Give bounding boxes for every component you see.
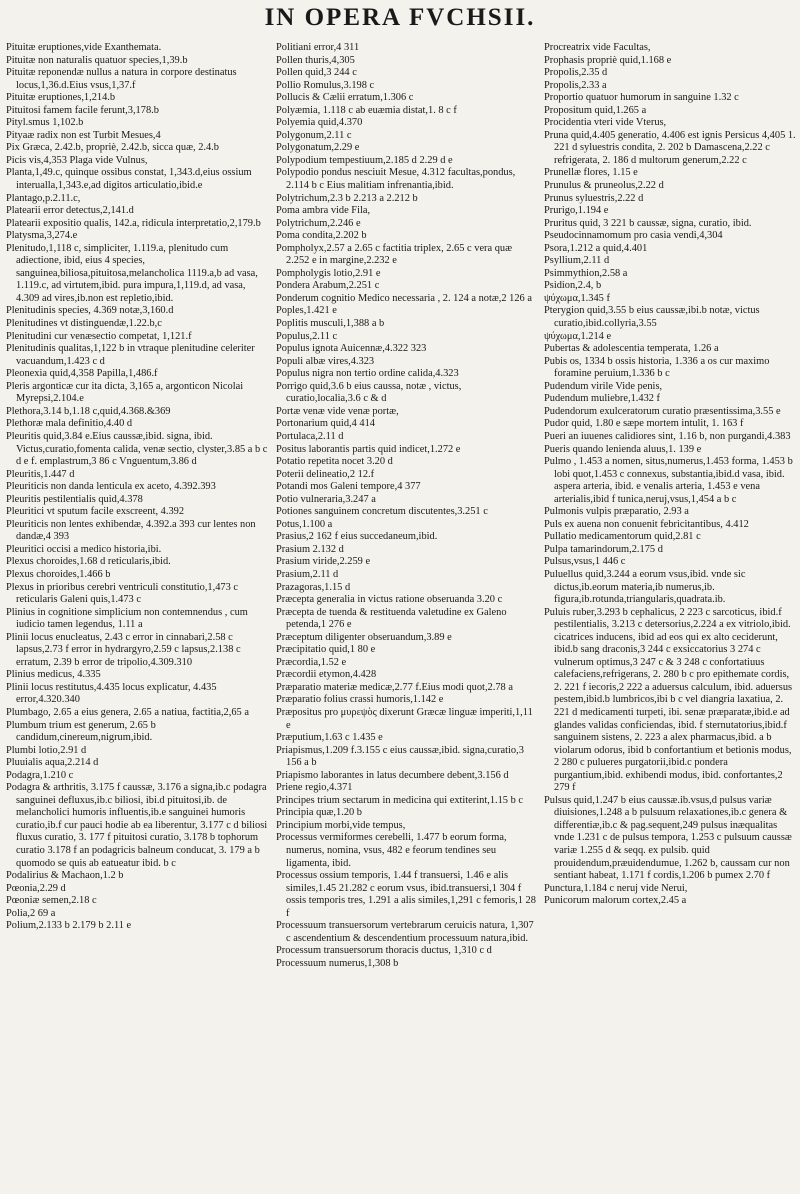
index-entry: Pituitæ eruptiones,vide Exanthemata. — [6, 42, 162, 53]
index-entry: Potiones sanguinem concretum discutentes,3.251 c — [276, 506, 488, 518]
index-entry: Planta,1,49.c, quinque ossibus constat, 1,343.d,eius ossium interualla,1,343.e,ad digitos articulatio,ibid.e — [6, 167, 252, 192]
index-entry: Portæ venæ vide venæ portæ, — [276, 405, 399, 417]
index-entry: Pulsus quid,1.247 b eius caussæ.ib.vsus,d pulsus variæ diuisiones,1.248 a b pulsuum relaxationes,ib.c genera & differentiæ,ib.c & pag.sequent,249 pulsus inæqualitas vnde 1.231 c de pulsus tempora, 1.253 c pulsuum caussæ variæ 1.255 d & seqq. ex pulsib. quid prouidendum,præuidendumue, 1.262 b, caussam cur non sentiant habeat, 1.171 f cordis,1.206 b pumex 2.70 f — [544, 794, 792, 882]
index-entry: Plantago,p.2.11.c, — [6, 192, 81, 204]
index-entry: Pruritus quid, 3 221 b caussæ, signa, curatio, ibid. — [544, 217, 752, 229]
index-entry: Plenitudo,1,118 c, simpliciter, 1.119.a, plenitudo cum adiectione, ibid, eius 4 species, sanguinea,biliosa,pituitosa,melancholica 1119.a,b ad vasa, 1.119.c, ad virtutem,ibid. pura impura,1,119.d, ad vasa, 4.309 ad vires,ib.non est repletio,ibid. — [6, 242, 258, 304]
index-entry: Polium,2.133 b 2.179 b 2.11 e — [6, 920, 132, 932]
index-entry: Psidion,2.4, b — [544, 280, 602, 292]
index-entry: Platearii expositio qualis, 142.a, ridicula interpretatio,2,179.b — [6, 217, 261, 229]
index-entry: Prurigo,1.194 e — [544, 205, 609, 217]
index-entry: Præputium,1.63 c 1.435 e — [276, 732, 383, 744]
index-entry: Pityaæ radix non est Turbit Mesues,4 — [6, 129, 161, 141]
index-entry: Proportio quatuor humorum in sanguine 1.32 c — [544, 92, 739, 104]
index-entry: Prunulus & pruneolus,2.22 d — [544, 180, 664, 192]
index-entry: Priapismus,1.209 f.3.155 c eius caussæ,ibid. signa,curatio,3 156 a b — [276, 744, 524, 769]
index-entry: Præcordia,1.52 e — [276, 656, 347, 668]
index-entry: Principium morbi,vide tempus, — [276, 819, 406, 831]
index-entry: Pleuritici occisi a medico historia,ibi. — [6, 543, 162, 555]
index-entry: Populus nigra non tertio ordine calida,4.323 — [276, 368, 459, 380]
index-entry: Propolis,2.33 a — [544, 79, 607, 91]
index-entry: Potio vulneraria,3.247 a — [276, 493, 376, 505]
index-entry: Præparatio folius crassi humoris,1.142 e — [276, 694, 444, 706]
index-entry: Pituitæ reponendæ nullus a natura in corpore destinatus locus,1,36.d.Eius vsus,1,37.f — [6, 67, 237, 91]
index-entry: Processuum numerus,1,308 b — [276, 957, 399, 969]
index-entry: Pollen thuris,4,305 — [276, 54, 355, 66]
index-entry: Plumbago, 2.65 a eius genera, 2.65 a natiua, factitia,2,65 a — [6, 706, 249, 718]
index-entry: Plenitudinis qualitas,1,122 b in vtraque plenitudine celeriter vacuandum,1.423 c d — [6, 343, 255, 367]
index-entry: Prasium,2.11 d — [276, 568, 339, 580]
index-entry: Picis vis,4,353 Plaga vide Vulnus, — [6, 154, 148, 166]
index-entry: Pueris quando lenienda aluus,1. 139 e — [544, 443, 702, 455]
page-header: IN OPERA FVCHSII. — [264, 4, 536, 31]
index-entry: Prophasis propriè quid,1.168 e — [544, 54, 672, 66]
index-entry: Priene regio,4.371 — [276, 782, 353, 794]
index-entry: Polyemia quid,4.370 — [276, 117, 363, 129]
index-entry: Pompholyx,2.57 a 2.65 c factitia triplex, 2.65 c vera quæ 2.252 e in margine,2.232 e — [276, 242, 513, 267]
index-entry: Psyllium,2.11 d — [544, 255, 610, 267]
index-column-1 — [6, 42, 268, 933]
index-entry: Polygonatum,2.29 e — [276, 142, 360, 154]
index-entry: Polyæmia, 1.118 c ab euæmia distat,1. 8 c f — [276, 104, 457, 116]
index-entry: Pluuialis aqua,2.214 d — [6, 757, 99, 769]
index-entry: Polygonum,2.11 c — [276, 129, 352, 141]
index-entry: Pollen quid,3 244 c — [276, 67, 357, 79]
index-entry: Plinii locus enucleatus, 2.43 c error in cinnabari,2.58 c lapsus,2.73 f error in hydrargyro,2.59 c lapsus,2.138 c erratum, 2.39 b error de tripolio,4.309.310 — [6, 631, 241, 668]
index-entry: Populus,2.11 c — [276, 330, 338, 342]
index-entry: Podalirius & Machaon,1.2 b — [6, 870, 124, 882]
index-entry: Pleuritis pestilentialis quid,4.378 — [6, 493, 143, 505]
index-entry: Pituitæ non naturalis quatuor species,1,39.b — [6, 54, 188, 66]
index-entry: Pleris argonticæ cur ita dicta, 3,165 a, argonticon Nicolai Myrepsi,2.104.e — [6, 380, 244, 405]
index-entry: Poma ambra vide Fila, — [276, 205, 371, 217]
index-entry: Prunus syluestris,2.22 d — [544, 192, 644, 204]
index-entry: Punicorum malorum cortex,2.45 a — [544, 895, 687, 907]
index-entry: Prunellæ flores, 1.15 e — [544, 167, 638, 179]
index-entry: Prazagoras,1.15 d — [276, 581, 351, 593]
index-entry: Plethoræ mala definitio,4.40 d — [6, 418, 133, 430]
index-entry: Propolis,2.35 d — [544, 67, 608, 79]
index-entry: Poplitis musculi,1,388 a b — [276, 318, 385, 330]
index-column-3 — [544, 42, 798, 908]
index-entry: Pleuriticis non lentes exhibendæ, 4.392.a 393 cur lentes non dandæ,4 393 — [6, 518, 256, 543]
index-entry: Pulmo , 1.453 a nomen, situs,numerus,1.453 forma, 1.453 b lobi quot,1.453 c connexus, substantia,ibid.d vasa, ibid. aspera arteria, ibid. e venalis arteria, 1.453 e vena arterialis,ibid f tunica,neruj,vsus,1,454 a b c — [544, 456, 793, 505]
index-entry: Pulmonis vulpis præparatio, 2.93 a — [544, 506, 689, 518]
index-entry: Pseudocinnamomum pro casia vendi,4,304 — [544, 230, 723, 242]
index-entry: Principia quæ,1.20 b — [276, 807, 363, 819]
index-entry: Pudendorum exulceratorum curatio præsentissima,3.55 e — [544, 405, 781, 417]
index-entry: Polypodio pondus nesciuit Mesue, 4.312 facultas,pondus, 2.114 b c Eius malitiam infrenantia,ibid. — [276, 167, 516, 192]
index-entry: Pœoniæ semen,2.18 c — [6, 895, 97, 907]
index-entry: Poples,1.421 e — [276, 305, 337, 317]
index-entry: Potus,1.100 a — [276, 518, 333, 530]
index-entry: Plinii locus restitutus,4.435 locus explicatur, 4.435 error,4.320.340 — [6, 681, 217, 706]
index-entry: Pompholygis lotio,2.91 e — [276, 267, 381, 279]
index-entry: Pulpa tamarindorum,2.175 d — [544, 543, 663, 555]
index-entry: Pix Græca, 2.42.b, propriè, 2.42.b, sicca quæ, 2.4.b — [6, 142, 219, 154]
index-entry: Plenitudini cur venæsectio competat, 1,121.f — [6, 330, 192, 342]
index-entry: Polypodium tempestiuum,2.185 d 2.29 d e — [276, 154, 453, 166]
index-entry: Platysma,3,274.e — [6, 230, 78, 242]
index-entry: Plexus choroides,1.68 d reticularis,ibid. — [6, 556, 171, 568]
index-entry: Polytrichum,2.246 e — [276, 217, 361, 229]
index-entry: Pleonexia quid,4,358 Papilla,1,486.f — [6, 368, 158, 380]
index-entry: Processus ossium temporis, 1.44 f transuersi, 1.46 e alis similes,1.45 21.282 c eorum vsus, ibid.transuersi,1 304 f ossis temporis tres, 1.291 a alis similes,1,291 c femoris,1 28 f — [276, 870, 536, 919]
index-entry: Populi albæ vires,4.323 — [276, 355, 375, 367]
index-entry: Plumbi lotio,2.91 d — [6, 744, 87, 756]
index-entry: Præcepta generalia in victus ratione obseruanda 3.20 c — [276, 594, 503, 606]
index-entry: Pleuritis,1.447 d — [6, 468, 75, 480]
index-entry: Politiani error,4 311 — [276, 42, 360, 53]
index-entry: Plethora,3.14 b,1.18 c,quid,4.368.&369 — [6, 405, 171, 417]
index-entry: Polia,2 69 a — [6, 907, 56, 919]
index-entry: Plumbum trium est generum, 2.65 b candidum,cinereum,nigrum,ibid. — [6, 719, 156, 744]
index-entry: Præcepta de tuenda & restituenda valetudine ex Galeno petenda,1 276 e — [276, 606, 507, 631]
index-entry: Potatio repetita nocet 3.20 d — [276, 456, 393, 468]
index-entry: Pityl.smus 1,102.b — [6, 117, 84, 129]
index-entry: Pleuritis quid,3.84 e.Eius caussæ,ibid. signa, ibid. Victus,curatio,fomenta calida, venæ sectio, clyster,3.85 a b c d e f. emplastrum,3 86 c Vnguentum,3.86 d — [6, 430, 268, 468]
index-entry: Præceptum diligenter obseruandum,3.89 e — [276, 631, 452, 643]
index-entry: Ponderum cognitio Medico necessaria , 2. 124 a notæ,2 126 a — [276, 292, 532, 304]
index-entry: Pituitæ eruptiones,1,214.b — [6, 92, 116, 104]
index-entry: Punctura,1.184 c neruj vide Nerui, — [544, 882, 688, 894]
index-entry: Portonarium quid,4 414 — [276, 418, 375, 430]
index-entry: Puluellus quid,3.244 a eorum vsus,ibid. vnde sic dictus,ib.eorum materia,ib numerus,ib. figura,ib.rotunda,triangularis,quadrata.ib. — [544, 568, 746, 606]
index-entry: Processus vermiformes cerebelli, 1.477 b eorum forma, numerus, nomina, vsus, 482 e feorum tendines seu ligamenta, ibid. — [276, 832, 507, 869]
index-entry: Prasium viride,2.259 e — [276, 556, 371, 568]
index-entry: Pollucis & Cælii erratum,1.306 c — [276, 92, 414, 104]
index-column-2 — [276, 42, 538, 970]
index-entry: Pueri an iuuenes calidiores sint, 1.16 b, non purgandi,4.383 — [544, 430, 791, 442]
index-entry: Plenitudinis species, 4.369 notæ,3,160.d — [6, 305, 174, 317]
index-entry: Præcordii etymon,4.428 — [276, 669, 377, 681]
index-entry: Priapismo laborantes in latus decumbere debent,3.156 d — [276, 769, 509, 781]
index-entry: Platearii error detectus,2,141.d — [6, 205, 134, 217]
index-entry: Polytrichum,2.3 b 2.213 a 2.212 b — [276, 192, 418, 204]
index-entry: Pleuriticis non danda lenticula ex aceto, 4.392.393 — [6, 481, 216, 493]
index-entry: Plinius medicus, 4.335 — [6, 669, 101, 681]
index-entry: Potandi mos Galeni tempore,4 377 — [276, 481, 421, 493]
index-entry: Populus ignota Auicennæ,4.322 323 — [276, 343, 427, 355]
index-entry: Plexus choroides,1.466 b — [6, 568, 111, 580]
index-entry: Pudor quid, 1.80 e sæpe mortem intulit, 1. 163 f — [544, 418, 744, 430]
index-entry: Præcipitatio quid,1 80 e — [276, 644, 376, 656]
index-entry: Pullatio medicamentorum quid,2.81 c — [544, 531, 701, 543]
index-entry: Pudendum muliebre,1.432 f — [544, 393, 661, 405]
index-entry: Pubertas & adolescentia temperata, 1.26 a — [544, 343, 719, 355]
index-entry: Poma condita,2.202 b — [276, 230, 367, 242]
index-entry: Podagra,1.210 c — [6, 769, 74, 781]
index-entry: ψύχωμα,1.214 e — [544, 330, 612, 342]
index-entry: Puls ex auena non conuenit febricitantibus, 4.412 — [544, 518, 749, 530]
index-entry: Podagra & arthritis, 3.175 f caussæ, 3.176 a signa,ib.c podagra sanguinei defluxus,ib.c biliosi, ibi.d pituitosi,ib. de melancholici humoris influentis,ib.e sanguinei humoris curatio,ib.f cur pauci hodie ab ea liberentur, 3.177 c d biliosi fluxus curatio, 3. 177 f pituitosi curatio, 3.178 b tophorum curatio 3.178 f an podagricis balneum conducat, 3. 179 a b quomodo se quis ab eatueatur ibid. b c — [6, 782, 268, 869]
index-entry: Pollio Romulus,3.198 c — [276, 79, 375, 91]
index-entry: Plexus in prioribus cerebri ventriculi constitutio,1,473 c reticularis Galeni quis,1.473 c — [6, 581, 239, 606]
index-entry: Pruna quid,4.405 generatio, 4.406 est ignis Persicus 4,405 1. 221 d syluestris condita, 2. 202 b Damascena,2.22 c refrigerata, 2. 186 d multorum generum,2.22 c — [544, 129, 796, 166]
index-entry: Pubis os, 1334 b ossis historia, 1.336 a os cur maximo foramine peruium,1.336 b c — [544, 355, 770, 380]
index-entry: Psora,1.212 a quid,4.401 — [544, 242, 648, 254]
index-entry: ψύχωμα,1.345 f — [544, 292, 610, 304]
index-entry: Processuum transuersorum vertebrarum ceruicis natura, 1,307 c ascendentium & descendentium processuum natura,ibid. — [276, 920, 534, 944]
index-entry: Processum transuersorum thoracis ductus, 1,310 c d — [276, 945, 492, 957]
index-entry: Procreatrix vide Facultas, — [544, 42, 651, 53]
index-entry: Poterii delineatio,2 12.f — [276, 468, 375, 480]
index-entry: Plinius in cognitione simplicium non contemnendus , cum iudicio tamen legendus, 1.11 a — [6, 606, 248, 631]
index-entry: Prasium 2.132 d — [276, 543, 344, 555]
index-entry: Pudendum virile Vide penis, — [544, 380, 663, 392]
index-entry: Præparatio materiæ medicæ,2.77 f.Eius modi quot,2.78 a — [276, 681, 513, 693]
index-entry: Præpositus pro μυρεψὸς dixerunt Græcæ linguæ imperiti,1,11 e — [276, 706, 533, 731]
index-entry: Portulaca,2.11 d — [276, 430, 344, 442]
index-entry: Pterygion quid,3.55 b eius caussæ,ibi.b notæ, victus curatio,ibid.collyria,3.55 — [544, 305, 760, 330]
index-entry: Pulsus,vsus,1 446 c — [544, 556, 626, 568]
index-entry: Pleuritici vt sputum facile exscreent, 4.392 — [6, 506, 185, 518]
index-entry: Pœonia,2.29 d — [6, 882, 66, 894]
index-entry: Pondera Arabum,2.251 c — [276, 280, 380, 292]
index-entry: Procidentia vteri vide Vterus, — [544, 117, 667, 129]
index-entry: Principes trium sectarum in medicina qui extiterint,1.15 b c — [276, 794, 524, 806]
index-entry: Positus laborantis partis quid indicet,1.272 e — [276, 443, 461, 455]
index-entry: Pituitosi famem facile ferunt,3,178.b — [6, 104, 159, 116]
index-entry: Porrigo quid,3.6 b eius caussa, notæ , victus, curatio,localia,3.6 c & d — [276, 380, 462, 405]
index-entry: Puluis ruber,3.293 b cephalicus, 2 223 c sarcoticus, ibid.f pestilentialis, 3.213 c detersorius,2.224 a ex vitriolo,ibid. cicatrices inducens, ibid ad eos qui ex alto ceciderunt, ibid.b sang draconis,3 244 c exsiccatorius 3 274 c vulnerum optimus,3 247 c & 3 248 c confortatiuus calefaciens,refrigerans, 2. 280 b c pro epithemate cordis, 2. 221 f iecoris,2 222 a aduersus calculum, ibid. aduersus pestem,ibid.b lumbricos,ibi b c vel diangria laxatiua, 2. 221 d medicamenti turpeti, ibi. senæ præparatæ,ibid.e ad glandes validas conficiendas, ibid. f sternutatorius,ibid.f sanguinem sistens, 2. 223 a alex pharmacus,ibid. a b violarum odorus, ibid b confortantium et betionis modus, 2 280 c pulueres purgatorii,ibid.c pondera purgantium,ibid. exhibendi modus, ibid. confortantes,2 279 f — [544, 606, 793, 794]
index-entry: Psimmythion,2.58 a — [544, 267, 628, 279]
index-entry: Plenitudines vt distinguendæ,1.22.b,c — [6, 318, 162, 330]
index-entry: Prasius,2 162 f eius succedaneum,ibid. — [276, 531, 438, 543]
index-entry: Propositum quid,1.265 a — [544, 104, 647, 116]
